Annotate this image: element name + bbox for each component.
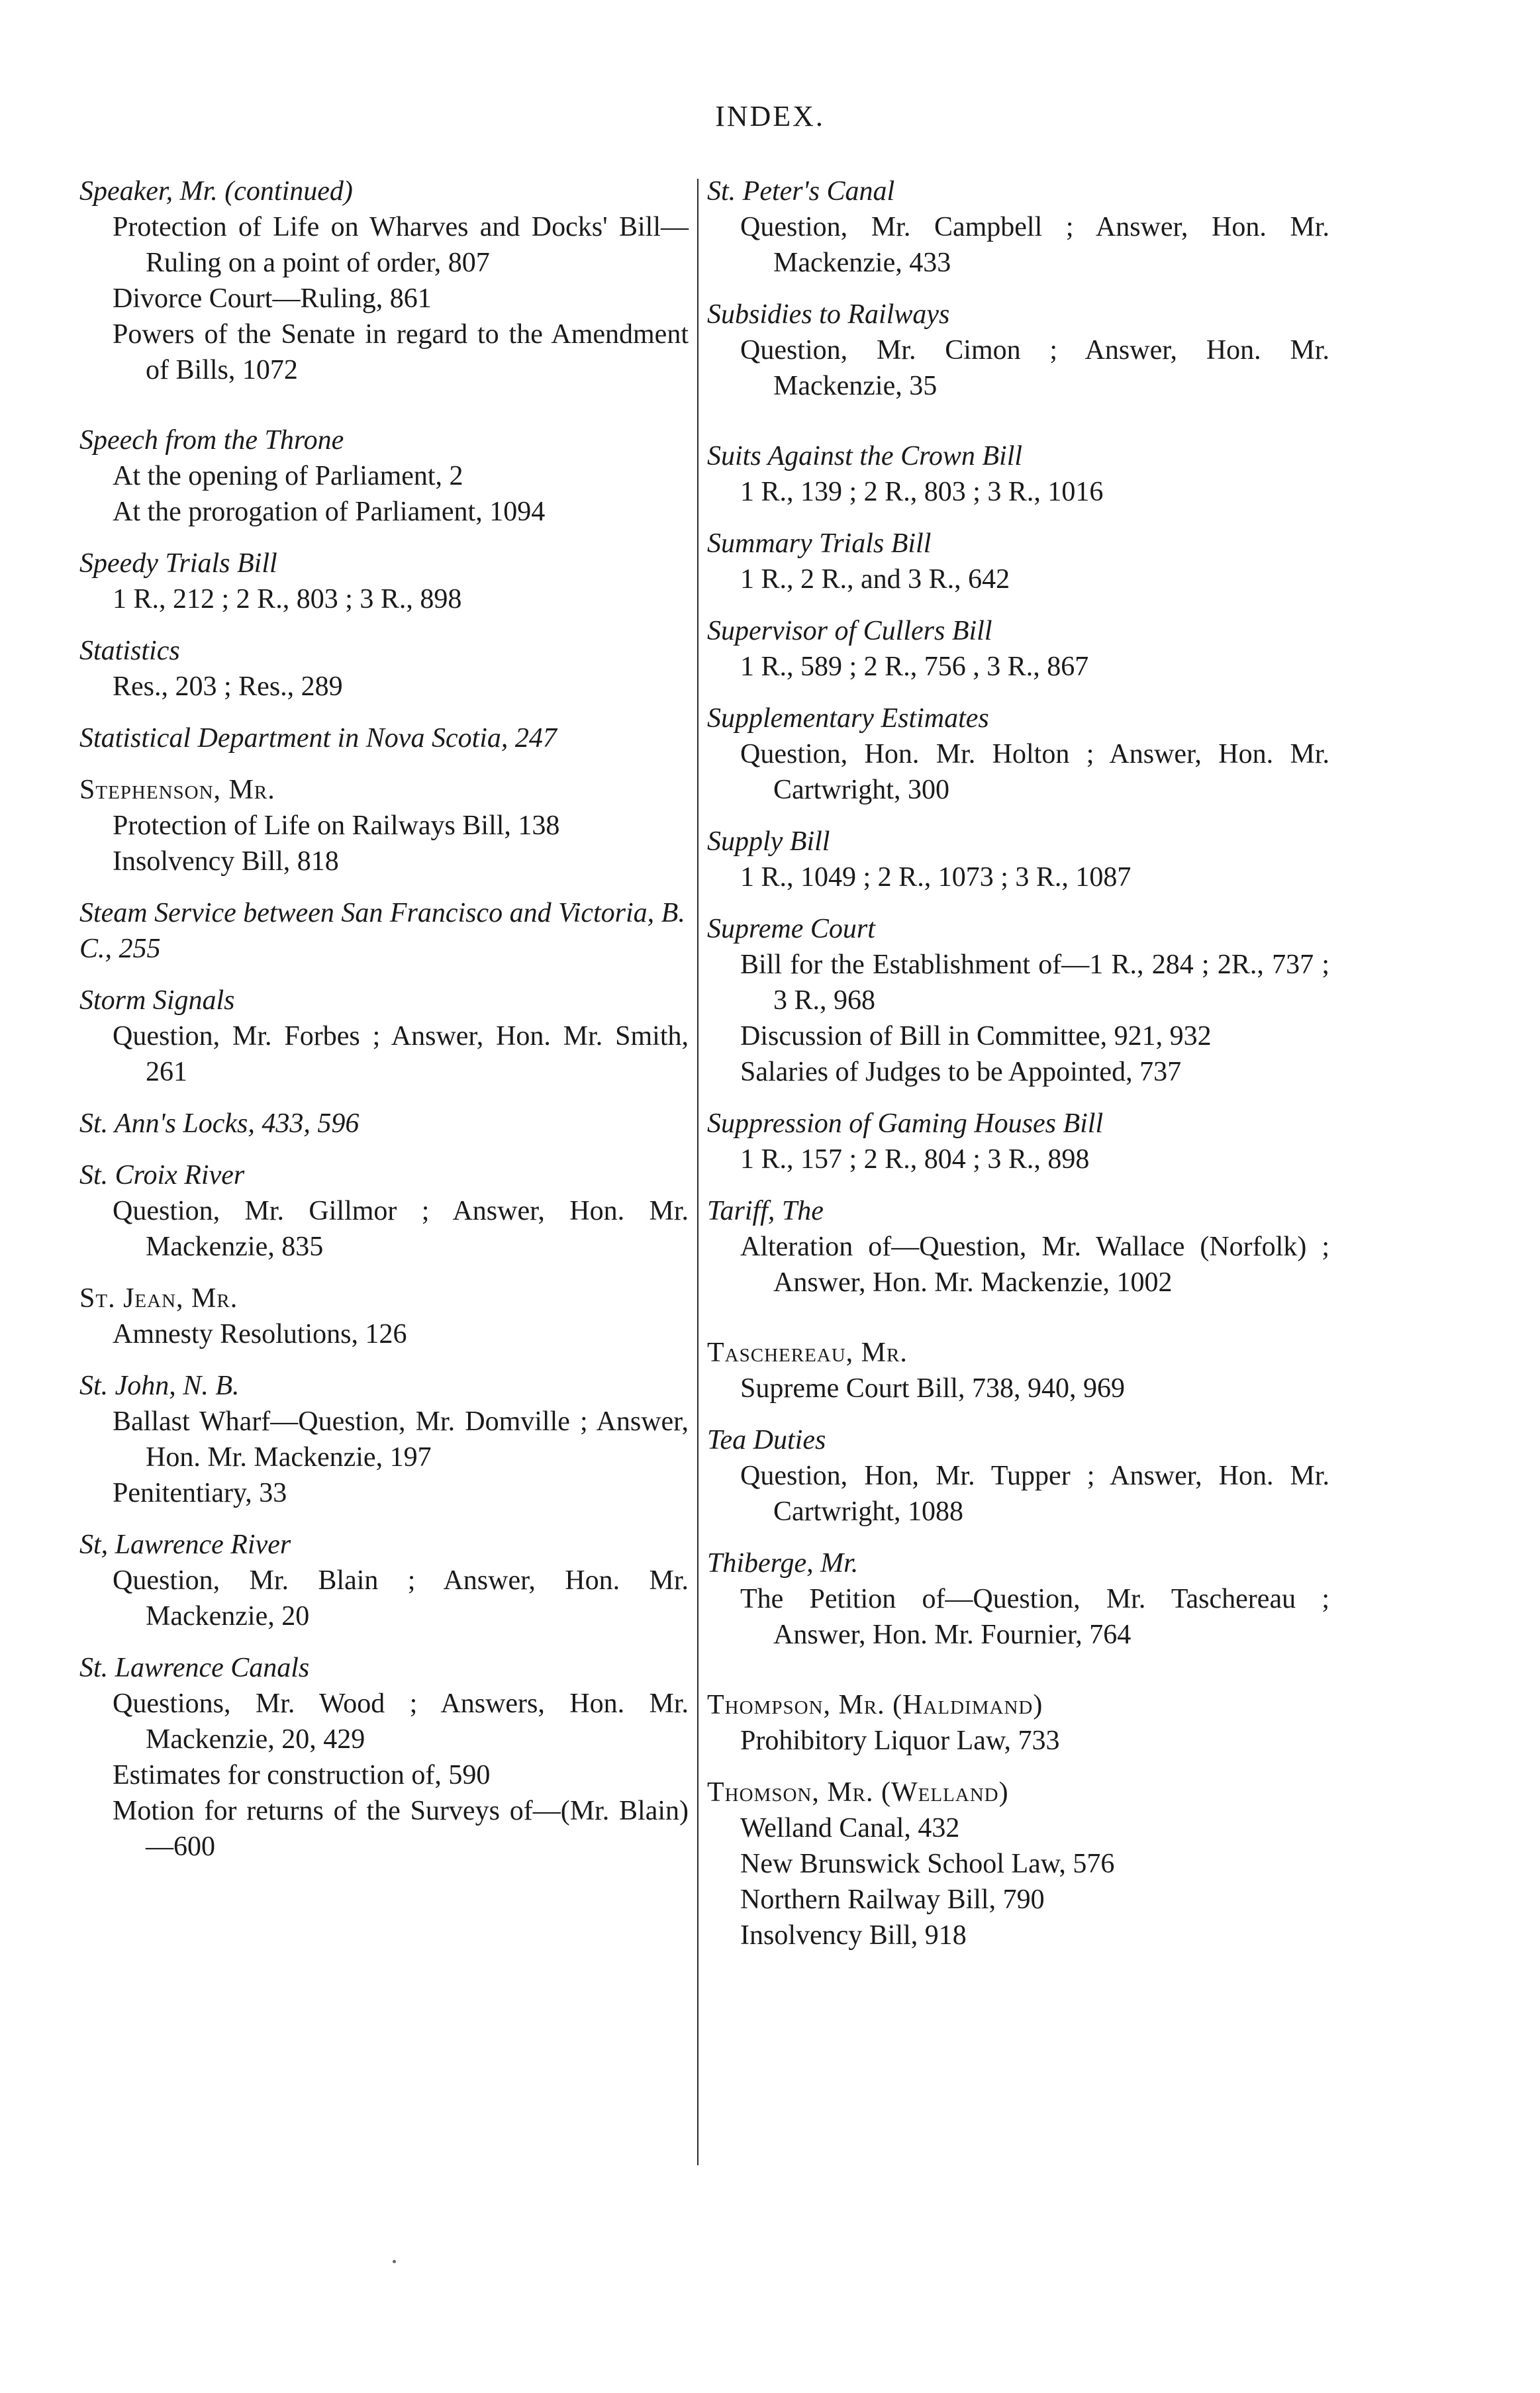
index-entry (79, 633, 689, 705)
index-entry (79, 546, 689, 617)
index-entry (707, 824, 1329, 895)
entry-subline: The Petition of—Question, Mr. Taschereau ; Answer, Hon. Mr. Fournier, 764 (740, 1584, 1329, 1650)
entry-heading: Speaker, Mr. (continued) (79, 176, 353, 207)
entry-subline: 1 R., 139 ; 2 R., 803 ; 3 R., 1016 (740, 477, 1104, 507)
index-entry (707, 297, 1329, 404)
index-entry (707, 173, 1329, 281)
entry-subline: Protection of Life on Railways Bill, 138 (113, 810, 560, 841)
entry-subline: Question, Mr. Cimon ; Answer, Hon. Mr. Mackenzie, 35 (740, 335, 1329, 401)
entry-heading: Tariff, The (707, 1196, 824, 1226)
entry-subline: Question, Mr. Campbell ; Answer, Hon. Mr. Mackenzie, 433 (740, 212, 1329, 278)
entry-subline: Divorce Court—Ruling, 861 (113, 283, 432, 314)
entry-heading: Supply Bill (707, 826, 830, 857)
index-entry (707, 613, 1329, 685)
entry-subline: Question, Mr. Blain ; Answer, Hon. Mr. Mackenzie, 20 (113, 1565, 689, 1632)
entry-heading: Suits Against the Crown Bill (707, 441, 1023, 471)
entry-subline: Insolvency Bill, 818 (113, 846, 339, 877)
entry-subline: Protection of Life on Wharves and Docks' Bill—Ruling on a point of order, 807 (113, 212, 689, 278)
entry-heading: Statistical Department in Nova Scotia, 247 (79, 723, 557, 754)
index-entry (79, 1281, 689, 1352)
entry-subline: Question, Hon, Mr. Tupper ; Answer, Hon. Mr. Cartwright, 1088 (740, 1461, 1329, 1527)
index-entry (79, 173, 689, 388)
entry-heading: Supreme Court (707, 914, 875, 944)
entry-subline: Penitentiary, 33 (113, 1478, 287, 1508)
entry-subline: Powers of the Senate in regard to the Amendment of Bills, 1072 (113, 319, 689, 385)
entry-heading: St. Peter's Canal (707, 176, 895, 207)
entry-subline: Salaries of Judges to be Appointed, 737 (740, 1057, 1182, 1087)
entry-heading: St. Lawrence Canals (79, 1653, 310, 1683)
column-divider (697, 179, 698, 2165)
entry-subline: Northern Railway Bill, 790 (740, 1884, 1045, 1915)
entry-heading: Suppression of Gaming Houses Bill (707, 1108, 1104, 1139)
index-entry (79, 422, 689, 530)
index-entry (707, 911, 1329, 1090)
entry-heading: Thompson, Mr. (Haldimand) (707, 1690, 1043, 1720)
entry-heading: Supplementary Estimates (707, 703, 989, 734)
entry-subline: 1 R., 2 R., and 3 R., 642 (740, 564, 1010, 595)
entry-subline: Estimates for construction of, 590 (113, 1760, 491, 1790)
entry-heading: Taschereau, Mr. (707, 1338, 908, 1368)
index-entry (707, 438, 1329, 510)
entry-heading: St, Lawrence River (79, 1530, 291, 1560)
entry-subline: Question, Hon. Mr. Holton ; Answer, Hon. Mr. Cartwright, 300 (740, 739, 1329, 805)
entry-subline: Discussion of Bill in Committee, 921, 932 (740, 1021, 1212, 1051)
entry-heading: Thomson, Mr. (Welland) (707, 1777, 1009, 1808)
entry-subline: New Brunswick School Law, 576 (740, 1849, 1115, 1879)
entry-heading: Thiberge, Mr. (707, 1548, 859, 1579)
index-entry (707, 701, 1329, 808)
index-entry (79, 1106, 689, 1142)
entry-heading: St. Ann's Locks, 433, 596 (79, 1108, 360, 1139)
index-entry (707, 1335, 1329, 1406)
entry-subline: Alteration of—Question, Mr. Wallace (Norfolk) ; Answer, Hon. Mr. Mackenzie, 1002 (740, 1232, 1329, 1298)
index-entry (79, 1368, 689, 1511)
entry-subline: Amnesty Resolutions, 126 (113, 1319, 407, 1349)
entry-heading: St. Croix River (79, 1160, 245, 1191)
index-entry (707, 1422, 1329, 1530)
index-entry (707, 1193, 1329, 1300)
entry-subline: 1 R., 157 ; 2 R., 804 ; 3 R., 898 (740, 1144, 1090, 1175)
page-title: INDEX. (715, 100, 825, 132)
entry-heading: Statistics (79, 636, 180, 666)
index-entry (707, 1775, 1329, 1953)
entry-subline: 1 R., 212 ; 2 R., 803 ; 3 R., 898 (113, 584, 462, 614)
index-column-right (707, 173, 1329, 1953)
entry-subline: 1 R., 1049 ; 2 R., 1073 ; 3 R., 1087 (740, 862, 1131, 893)
entry-subline: Prohibitory Liquor Law, 733 (740, 1726, 1060, 1756)
entry-subline: At the opening of Parliament, 2 (113, 461, 463, 491)
index-entry (79, 1650, 689, 1865)
index-entry (707, 1687, 1329, 1759)
entry-subline: 1 R., 589 ; 2 R., 756 , 3 R., 867 (740, 652, 1089, 682)
index-entry (79, 895, 689, 967)
entry-heading: Steam Service between San Francisco and Victoria, B. C., 255 (79, 898, 685, 964)
entry-heading: St. Jean, Mr. (79, 1283, 238, 1314)
index-column-left (79, 173, 689, 1865)
entry-subline: Res., 203 ; Res., 289 (113, 671, 343, 702)
index-entry (707, 526, 1329, 597)
entry-subline: Bill for the Establishment of—1 R., 284 ; 2R., 737 ; 3 R., 968 (740, 950, 1329, 1016)
entry-subline: Welland Canal, 432 (740, 1813, 960, 1843)
entry-heading: Stephenson, Mr. (79, 775, 275, 805)
index-entry (79, 1527, 689, 1634)
entry-subline: Motion for returns of the Surveys of—(Mr. Blain)—600 (113, 1796, 689, 1862)
entry-heading: Summary Trials Bill (707, 528, 932, 559)
entry-subline: Question, Mr. Forbes ; Answer, Hon. Mr. Smith, 261 (113, 1021, 689, 1087)
entry-heading: St. John, N. B. (79, 1371, 240, 1401)
entry-subline: Questions, Mr. Wood ; Answers, Hon. Mr. Mackenzie, 20, 429 (113, 1688, 689, 1755)
entry-subline: Ballast Wharf—Question, Mr. Domville ; Answer, Hon. Mr. Mackenzie, 197 (113, 1406, 689, 1473)
index-entry (707, 1545, 1329, 1653)
entry-heading: Supervisor of Cullers Bill (707, 616, 992, 646)
entry-subline: Supreme Court Bill, 738, 940, 969 (740, 1373, 1125, 1404)
index-entry (79, 772, 689, 879)
entry-heading: Storm Signals (79, 985, 235, 1016)
entry-heading: Speech from the Throne (79, 425, 344, 456)
entry-subline: Insolvency Bill, 918 (740, 1920, 967, 1951)
index-entry (79, 720, 689, 756)
entry-subline: At the prorogation of Parliament, 1094 (113, 497, 546, 527)
index-entry (79, 1157, 689, 1265)
entry-heading: Speedy Trials Bill (79, 548, 277, 579)
index-entry (707, 1106, 1329, 1177)
entry-heading: Tea Duties (707, 1425, 826, 1455)
index-entry (79, 983, 689, 1090)
entry-heading: Subsidies to Railways (707, 299, 950, 330)
ink-speck (393, 2260, 396, 2263)
entry-subline: Question, Mr. Gillmor ; Answer, Hon. Mr. Mackenzie, 835 (113, 1196, 689, 1262)
